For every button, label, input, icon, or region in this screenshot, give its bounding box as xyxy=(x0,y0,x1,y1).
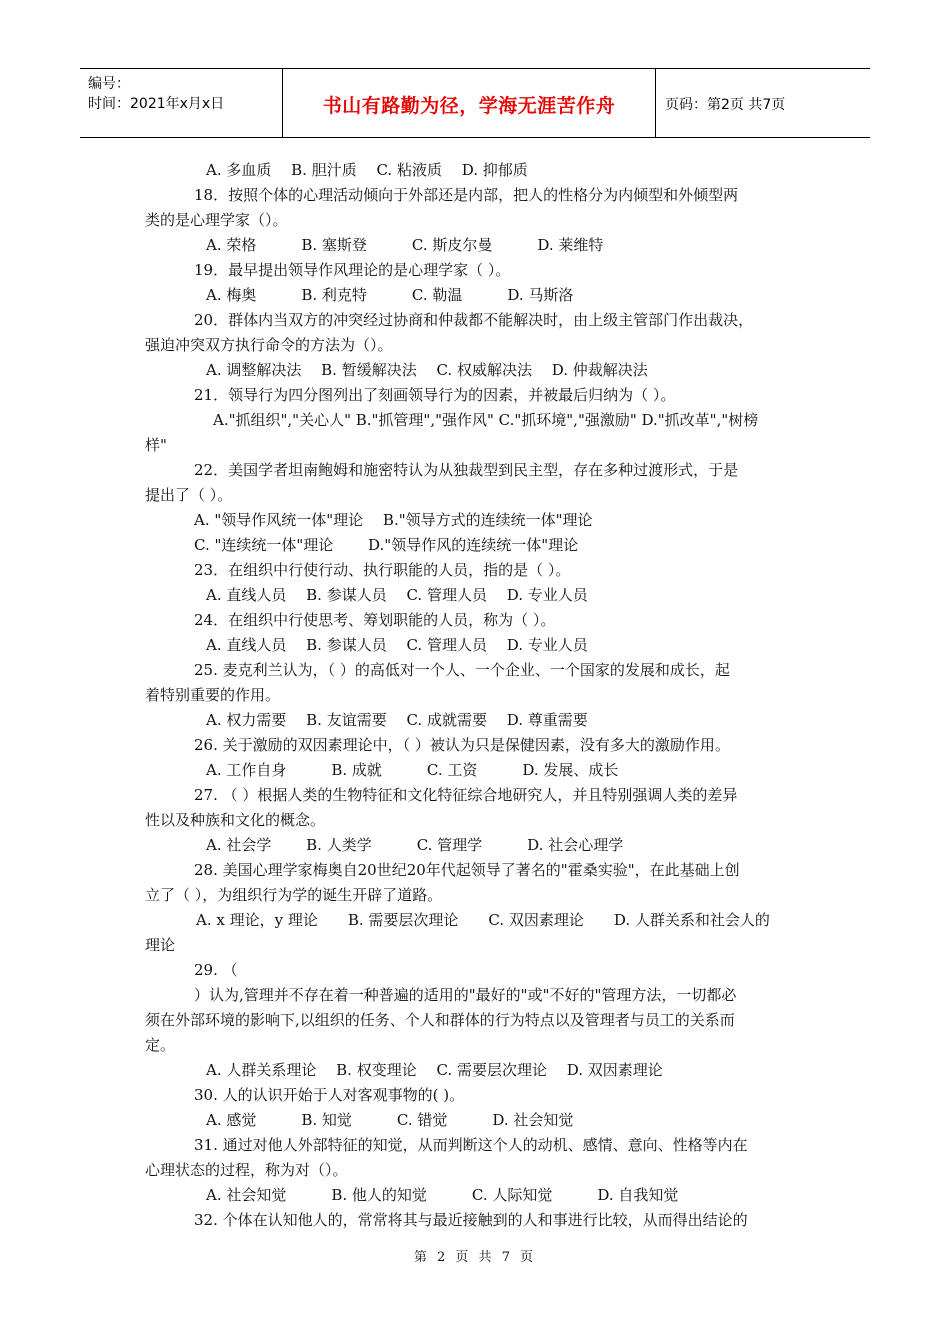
question-line: A. 荣格 B. 塞斯登 C. 斯皮尔曼 D. 莱维特 xyxy=(206,236,604,254)
question-line: A. 社会知觉 B. 他人的知觉 C. 人际知觉 D. 自我知觉 xyxy=(206,1186,679,1204)
question-line: 提出了（ ）。 xyxy=(145,486,233,504)
header-page-info: 页码：第2页 共7页 xyxy=(665,97,786,113)
question-line: 29. （ xyxy=(194,961,238,979)
question-line: 18．按照个体的心理活动倾向于外部还是内部，把人的性格分为内倾型和外倾型两 xyxy=(194,186,739,204)
header-page-cell xyxy=(655,69,870,137)
header-motto: 书山有路勤为径，学海无涯苦作舟 xyxy=(322,95,616,117)
question-line: A. 权力需要 B. 友谊需要 C. 成就需要 D. 尊重需要 xyxy=(206,711,588,729)
question-line: A. 调整解决法 B. 暂缓解决法 C. 权威解决法 D. 仲裁解决法 xyxy=(206,361,648,379)
question-line: C. "连续统一体"理论 D."领导作风的连续统一体"理论 xyxy=(194,536,579,554)
header-motto-cell xyxy=(282,69,656,137)
question-line: 20．群体内当双方的冲突经过协商和仲裁都不能解决时，由上级主管部门作出裁决， xyxy=(194,311,754,329)
question-line: 25. 麦克利兰认为，（ ）的高低对一个人、一个企业、一个国家的发展和成长，起 xyxy=(194,661,730,679)
question-line: 19．最早提出领导作风理论的是心理学家（ ）。 xyxy=(194,261,511,279)
question-line: A. 感觉 B. 知觉 C. 错觉 D. 社会知觉 xyxy=(206,1111,574,1129)
page-header xyxy=(80,68,870,138)
question-line: 强迫冲突双方执行命令的方法为（）。 xyxy=(145,336,393,354)
question-line: 立了（ ），为组织行为学的诞生开辟了道路。 xyxy=(145,886,443,904)
page-footer: 第 2 页 共 7 页 xyxy=(413,1250,537,1265)
question-line: 21．领导行为四分图列出了刻画领导行为的因素，并被最后归纳为（ ）。 xyxy=(194,386,676,404)
question-line: A. 社会学 B. 人类学 C. 管理学 D. 社会心理学 xyxy=(206,836,624,854)
question-line: 类的是心理学家（）。 xyxy=(145,211,288,229)
header-meta-cell xyxy=(80,69,282,137)
document-number-label: 编号： xyxy=(88,76,130,92)
question-line: 22．美国学者坦南鲍姆和施密特认为从独裁型到民主型，存在多种过渡形式，于是 xyxy=(194,461,739,479)
question-line: 26. 关于激励的双因素理论中，（ ）被认为只是保健因素，没有多大的激励作用。 xyxy=(194,736,730,754)
question-line: A. 工作自身 B. 成就 C. 工资 D. 发展、成长 xyxy=(206,761,619,779)
question-line: 24．在组织中行使思考、筹划职能的人员，称为（ ）。 xyxy=(194,611,556,629)
question-line: A. 多血质 B. 胆汁质 C. 粘液质 D. 抑郁质 xyxy=(206,161,528,179)
question-line: A. "领导作风统一体"理论 B."领导方式的连续统一体"理论 xyxy=(194,511,593,529)
question-line: 着特别重要的作用。 xyxy=(145,686,281,704)
question-line: 性以及种族和文化的概念。 xyxy=(145,811,326,829)
question-line: 32. 个体在认知他人的，常常将其与最近接触到的人和事进行比较，从而得出结论的 xyxy=(194,1211,748,1229)
question-line: A. 梅奥 B. 利克特 C. 勒温 D. 马斯洛 xyxy=(206,286,574,304)
question-line: 27. （ ）根据人类的生物特征和文化特征综合地研究人，并且特别强调人类的差异 xyxy=(194,786,738,804)
question-line: 31. 通过对他人外部特征的知觉，从而判断这个人的动机、感情、意向、性格等内在 xyxy=(194,1136,748,1154)
question-line: ）认为,管理并不存在着一种普遍的适用的"最好的"或"不好的"管理方法，一切都必 xyxy=(194,986,737,1004)
question-line: A. 直线人员 B. 参谋人员 C. 管理人员 D. 专业人员 xyxy=(206,586,588,604)
document-date-label: 时间：2021年x月x日 xyxy=(88,96,225,112)
question-line: 理论 xyxy=(145,936,176,954)
question-line: A."抓组织","关心人" B."抓管理","强作风" C."抓环境","强激励" D."抓改革","树榜 xyxy=(213,411,759,429)
question-line: A. 人群关系理论 B. 权变理论 C. 需要层次理论 D. 双因素理论 xyxy=(206,1061,663,1079)
question-line: 23．在组织中行使行动、执行职能的人员，指的是（ ）。 xyxy=(194,561,571,579)
question-line: 30. 人的认识开始于人对客观事物的( )。 xyxy=(194,1086,465,1104)
question-line: 心理状态的过程，称为对（）。 xyxy=(145,1161,348,1179)
question-line: 定。 xyxy=(145,1036,176,1054)
question-line: 须在外部环境的影响下,以组织的任务、个人和群体的行为特点以及管理者与员工的关系而 xyxy=(145,1011,735,1029)
question-line: A. x 理论，y 理论 B. 需要层次理论 C. 双因素理论 D. 人群关系和社会人的 xyxy=(196,911,770,929)
question-line: A. 直线人员 B. 参谋人员 C. 管理人员 D. 专业人员 xyxy=(206,636,588,654)
question-line: 28. 美国心理学家梅奥自20世纪20年代起领导了著名的"霍桑实验"，在此基础上创 xyxy=(194,861,740,879)
question-line: 样" xyxy=(145,436,167,454)
